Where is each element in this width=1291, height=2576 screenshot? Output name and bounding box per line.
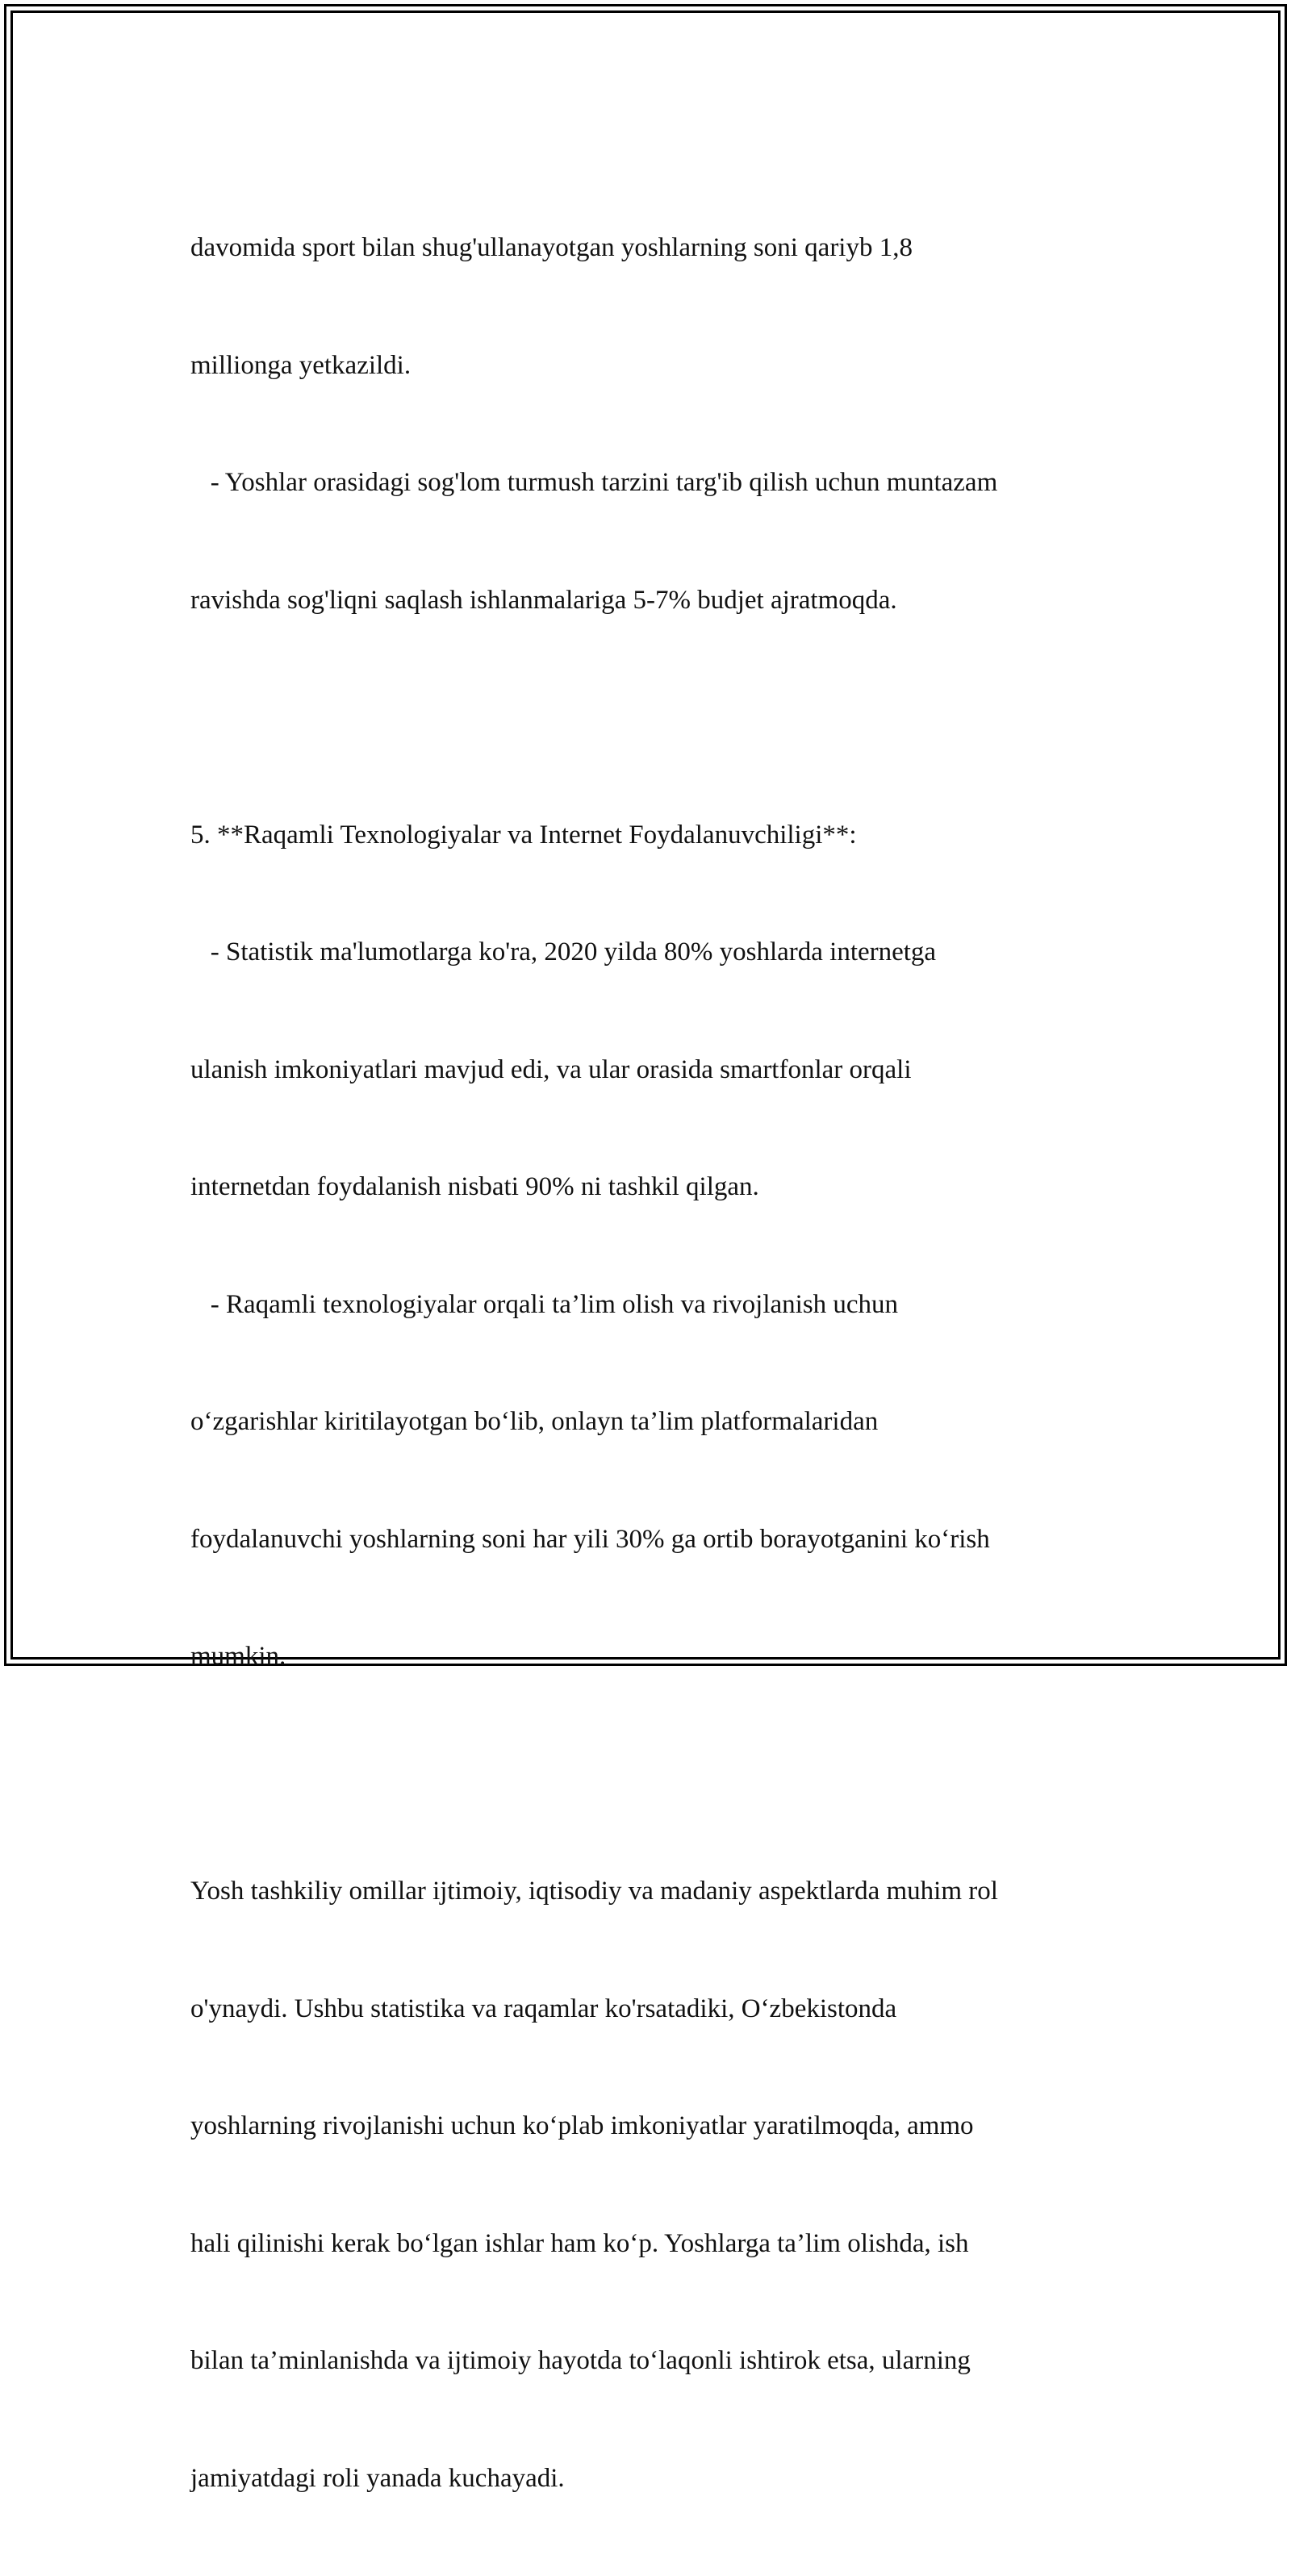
text-line: hali qilinishi kerak bo‘lgan ishlar ham ko‘p. Yoshlarga ta’lim olishda, ish — [190, 2228, 969, 2258]
text-line: foydalanuvchi yoshlarning soni har yili 30% ga ortib borayotganini ko‘rish — [190, 1524, 990, 1554]
section-heading: 5. **Raqamli Texnologiyalar va Internet Foydalanuvchiligi**: — [190, 820, 857, 850]
text-line: davomida sport bilan shug'ullanayotgan yoshlarning soni qariyb 1,8 — [190, 233, 913, 262]
text-line: o'ynaydi. Ushbu statistika va raqamlar ko'rsatadiki, O‘zbekistonda — [190, 1994, 897, 2023]
text-line: yoshlarning rivojlanishi uchun ko‘plab imkoniyatlar yaratilmoqda, ammo — [190, 2111, 974, 2140]
text-line: o‘zgarishlar kiritilayotgan bo‘lib, onlayn ta’lim platformalaridan — [190, 1407, 879, 1436]
paragraph-sport-health — [190, 150, 1102, 698]
document-body — [190, 150, 1102, 2576]
paragraph-digital-tech — [190, 737, 1102, 1755]
text-line: - Statistik ma'lumotlarga ko'ra, 2020 yilda 80% yoshlarda internetga — [190, 937, 937, 967]
text-line: internetdan foydalanish nisbati 90% ni tashkil qilgan. — [190, 1172, 759, 1201]
text-line: Yosh tashkiliy omillar ijtimoiy, iqtisodiy va madaniy aspektlarda muhim rol — [190, 1877, 998, 1906]
text-line: jamiyatdagi roli yanada kuchayadi. — [190, 2463, 565, 2493]
paragraph-conclusion — [190, 1793, 1102, 2576]
text-line: ravishda sog'liqni saqlash ishlanmalariga 5-7% budjet ajratmoqda. — [190, 585, 897, 615]
text-line: - Raqamli texnologiyalar orqali ta’lim olish va rivojlanish uchun — [190, 1289, 899, 1319]
text-line: - Yoshlar orasidagi sog'lom turmush tarzini targ'ib qilish uchun muntazam — [190, 468, 998, 497]
paragraph-gap — [190, 1755, 1102, 1794]
text-line: millionga yetkazildi. — [190, 350, 412, 380]
paragraph-gap — [190, 698, 1102, 737]
text-line: ulanish imkoniyatlari mavjud edi, va ular orasida smartfonlar orqali — [190, 1054, 912, 1084]
text-line: mumkin. — [190, 1642, 286, 1671]
text-line: bilan ta’minlanishda va ijtimoiy hayotda to‘laqonli ishtirok etsa, ularning — [190, 2346, 971, 2375]
